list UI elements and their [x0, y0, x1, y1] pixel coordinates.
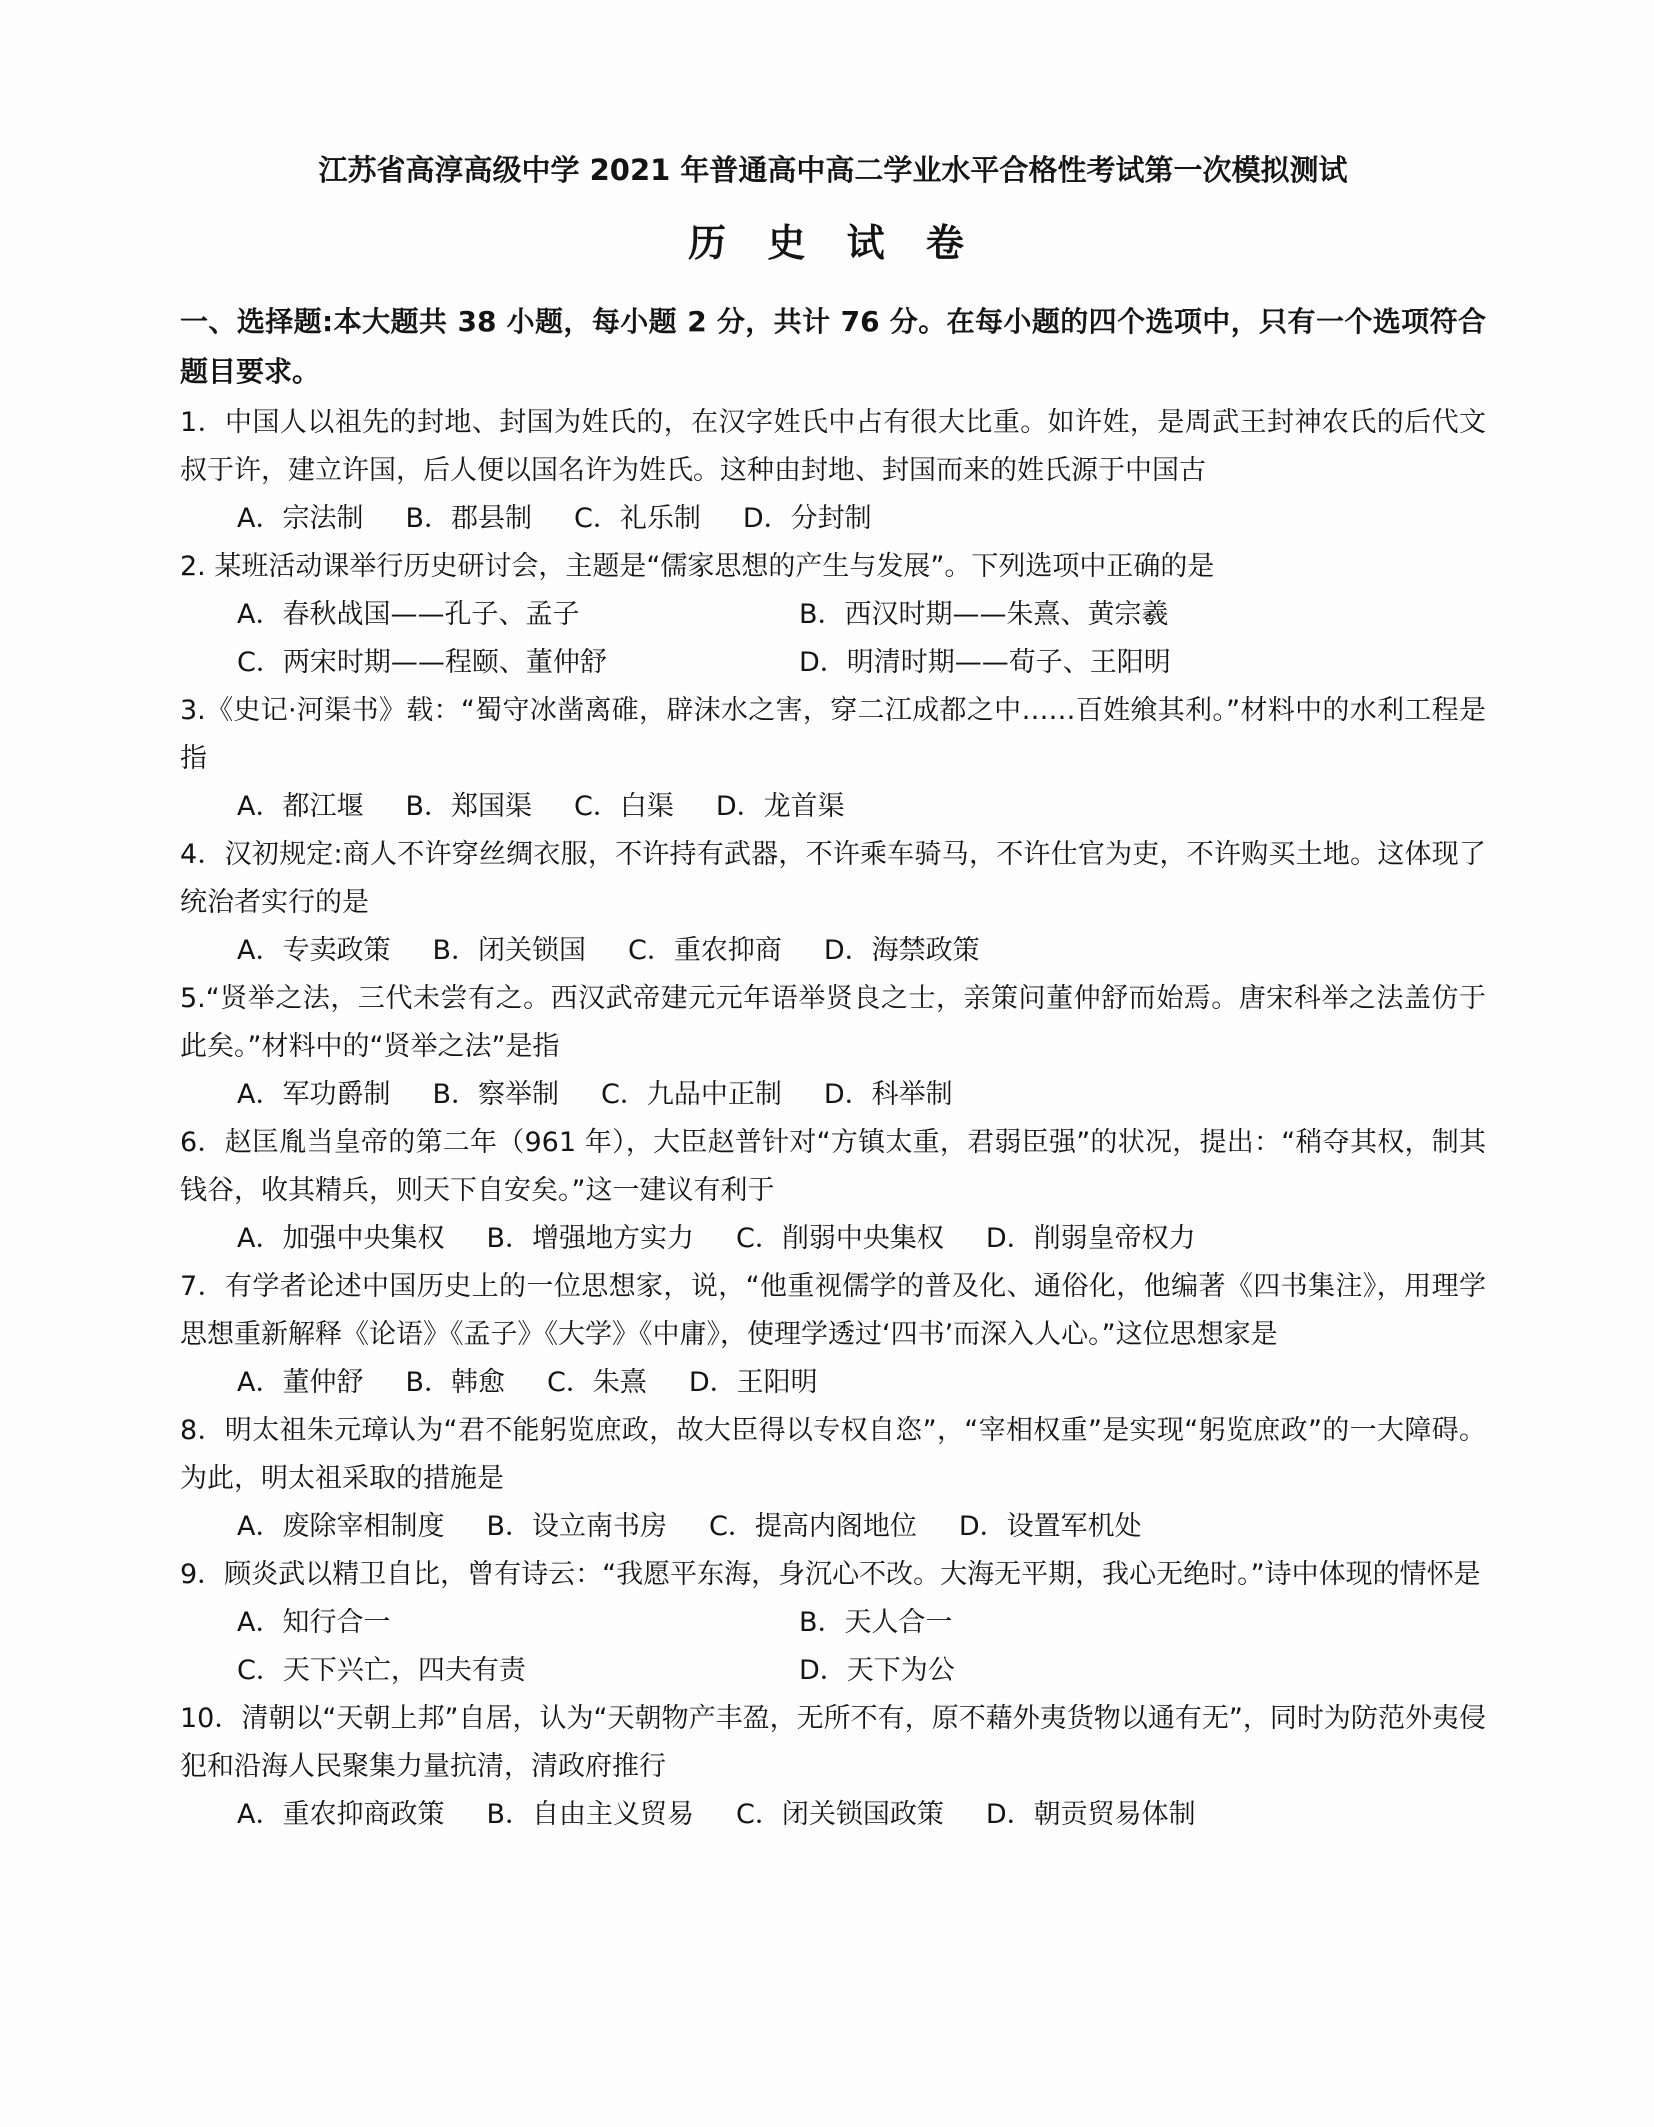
- question-9-option-a: A．知行合一: [237, 1607, 391, 1638]
- question-7-option-c: C．朱熹: [547, 1367, 647, 1398]
- question-10-options: [180, 1791, 1486, 1839]
- question-8-option-b: B．设立南书房: [486, 1511, 668, 1542]
- question-4-option-b: B．闭关锁国: [432, 935, 587, 966]
- question-5-options: [180, 1071, 1486, 1119]
- question-1-options: [180, 495, 1486, 543]
- question-9: [180, 1551, 1486, 1695]
- question-4: [180, 831, 1486, 975]
- question-1-text: 1．中国人以祖先的封地、封国为姓氏的，在汉字姓氏中占有很大比重。如许姓，是周武王封神农氏的后代文叔于许，建立许国，后人便以国名许为姓氏。这种由封地、封国而来的姓氏源于中国古: [180, 407, 1486, 486]
- question-9-option-c: C．天下兴亡，四夫有责: [237, 1655, 526, 1686]
- question-4-option-c: C．重农抑商: [628, 935, 782, 966]
- question-8-option-c: C．提高内阁地位: [709, 1511, 917, 1542]
- question-9-option-d: D．天下为公: [799, 1655, 955, 1686]
- question-2-options: [180, 591, 1486, 687]
- question-9-text: 9．顾炎武以精卫自比，曾有诗云：“我愿平东海，身沉心不改。大海无平期，我心无绝时。”诗中体现的情怀是: [180, 1559, 1481, 1590]
- question-2-option-a: A．春秋战国——孔子、孟子: [237, 599, 580, 630]
- question-5-option-a: A．军功爵制: [237, 1079, 391, 1110]
- question-1-option-c: C．礼乐制: [574, 503, 701, 534]
- question-1-option-a: A．宗法制: [237, 503, 364, 534]
- question-3-option-c: C．白渠: [574, 791, 674, 822]
- question-8: [180, 1407, 1486, 1551]
- question-9-option-b: B．天人合一: [799, 1607, 953, 1638]
- question-10-option-d: D．朝贡贸易体制: [985, 1799, 1196, 1830]
- question-7-option-b: B．韩愈: [405, 1367, 506, 1398]
- question-2-option-b: B．西汉时期——朱熹、黄宗羲: [799, 599, 1169, 630]
- question-3-option-a: A．都江堰: [237, 791, 364, 822]
- question-8-text: 8．明太祖朱元璋认为“君不能躬览庶政，故大臣得以专权自恣”，“宰相权重”是实现“躬览庶政”的一大障碍。为此，明太祖采取的措施是: [180, 1415, 1486, 1494]
- question-4-text: 4．汉初规定:商人不许穿丝绸衣服，不许持有武器，不许乘车骑马，不许仕官为吏，不许购买土地。这体现了统治者实行的是: [180, 839, 1486, 918]
- question-10-option-a: A．重农抑商政策: [237, 1799, 445, 1830]
- question-2-text: 2. 某班活动课举行历史研讨会，主题是“儒家思想的产生与发展”。下列选项中正确的是: [180, 551, 1215, 582]
- question-2-option-c: C．两宋时期——程颐、董仲舒: [237, 647, 607, 678]
- question-8-options: [180, 1503, 1486, 1551]
- question-3: [180, 687, 1486, 831]
- question-6-text: 6．赵匡胤当皇帝的第二年（961 年），大臣赵普针对“方镇太重，君弱臣强”的状况，提出：“稍夺其权，制其钱谷，收其精兵，则天下自安矣。”这一建议有利于: [180, 1127, 1486, 1206]
- question-1: [180, 399, 1486, 543]
- question-2-option-d: D．明清时期——荀子、王阳明: [799, 647, 1171, 678]
- question-3-option-d: D．龙首渠: [715, 791, 845, 822]
- question-10-text: 10．清朝以“天朝上邦”自居，认为“天朝物产丰盈，无所不有，原不藉外夷货物以通有无”，同时为防范外夷侵犯和沿海人民聚集力量抗清，清政府推行: [180, 1703, 1486, 1782]
- question-4-options: [180, 927, 1486, 975]
- page-title: 历 史 试 卷: [688, 221, 978, 265]
- question-7-options: [180, 1359, 1486, 1407]
- question-9-options: [180, 1599, 1486, 1695]
- question-10-option-c: C．闭关锁国政策: [736, 1799, 944, 1830]
- question-6-option-d: D．削弱皇帝权力: [985, 1223, 1196, 1254]
- question-6-option-a: A．加强中央集权: [237, 1223, 445, 1254]
- question-5: [180, 975, 1486, 1119]
- question-2: [180, 543, 1486, 687]
- question-10-option-b: B．自由主义贸易: [486, 1799, 695, 1830]
- question-5-option-d: D．科举制: [823, 1079, 953, 1110]
- question-1-option-b: B．郡县制: [405, 503, 533, 534]
- exam-header-line: 江苏省高淳高级中学 2021 年普通高中高二学业水平合格性考试第一次模拟测试: [318, 153, 1348, 187]
- question-7-option-d: D．王阳明: [688, 1367, 818, 1398]
- question-6-option-b: B．增强地方实力: [486, 1223, 695, 1254]
- question-5-option-b: B．察举制: [432, 1079, 560, 1110]
- question-4-option-d: D．海禁政策: [823, 935, 980, 966]
- section-instructions: 一、选择题:本大题共 38 小题，每小题 2 分，共计 76 分。在每小题的四个选项中，只有一个选项符合题目要求。: [180, 305, 1486, 388]
- question-3-option-b: B．郑国渠: [405, 791, 533, 822]
- question-4-option-a: A．专卖政策: [237, 935, 391, 966]
- question-6: [180, 1119, 1486, 1263]
- question-8-option-d: D．设置军机处: [958, 1511, 1142, 1542]
- question-5-text: 5.“贤举之法，三代未尝有之。西汉武帝建元元年语举贤良之士，亲策问董仲舒而始焉。唐宋科举之法盖仿于此矣。”材料中的“贤举之法”是指: [180, 983, 1486, 1062]
- question-6-options: [180, 1215, 1486, 1263]
- question-1-option-d: D．分封制: [742, 503, 872, 534]
- question-7-text: 7．有学者论述中国历史上的一位思想家，说，“他重视儒学的普及化、通俗化，他编著《四书集注》，用理学思想重新解释《论语》《孟子》《大学》《中庸》，使理学透过‘四书’而深入人心。”这位思想家是: [180, 1271, 1486, 1350]
- question-5-option-c: C．九品中正制: [601, 1079, 782, 1110]
- question-6-option-c: C．削弱中央集权: [736, 1223, 944, 1254]
- question-8-option-a: A．废除宰相制度: [237, 1511, 445, 1542]
- question-7-option-a: A．董仲舒: [237, 1367, 364, 1398]
- question-10: [180, 1695, 1486, 1839]
- question-3-options: [180, 783, 1486, 831]
- question-3-text: 3.《史记·河渠书》载：“蜀守冰凿离碓，辟沫水之害，穿二江成都之中……百姓飨其利。”材料中的水利工程是指: [180, 695, 1486, 774]
- question-7: [180, 1263, 1486, 1407]
